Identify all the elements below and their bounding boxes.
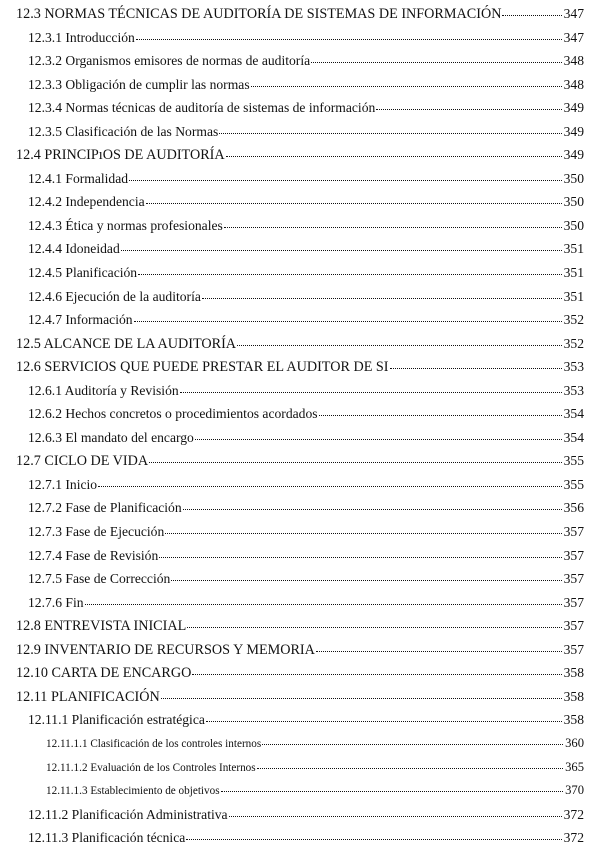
dot-leader bbox=[98, 486, 562, 487]
toc-page-number: 349 bbox=[563, 100, 584, 116]
toc-entry bbox=[16, 194, 584, 218]
dot-leader bbox=[138, 274, 562, 275]
toc-entry-title: 12.8 ENTREVISTA INICIAL bbox=[16, 618, 187, 635]
toc-entry bbox=[16, 30, 584, 54]
dot-leader bbox=[159, 557, 561, 558]
toc-entry-title: 12.3 NORMAS TÉCNICAS DE AUDITORÍA DE SISTEMAS DE INFORMACIÓN bbox=[16, 6, 502, 22]
dot-leader bbox=[502, 15, 561, 16]
dot-leader bbox=[262, 744, 563, 745]
toc-entry-title: 12.5 ALCANCE DE LA AUDITORÍA bbox=[16, 335, 237, 352]
dot-leader bbox=[316, 651, 562, 652]
toc-entry-title: 12.7 CICLO DE VIDA bbox=[16, 453, 149, 470]
toc-entry bbox=[16, 830, 584, 854]
dot-leader bbox=[202, 298, 562, 299]
toc-entry-title: 12.6.1 Auditoría y Revisión bbox=[28, 382, 179, 398]
toc-entry-title: 12.10 CARTA DE ENCARGO bbox=[16, 665, 192, 682]
toc-entry bbox=[16, 595, 584, 619]
toc-page-number: 352 bbox=[563, 312, 584, 328]
toc-entry-title: 12.4.1 Formalidad bbox=[28, 170, 129, 186]
dot-leader bbox=[206, 721, 562, 722]
toc-entry bbox=[16, 147, 584, 171]
toc-entry bbox=[16, 712, 584, 736]
toc-page-number: 348 bbox=[563, 53, 584, 69]
dot-leader bbox=[257, 768, 563, 769]
dot-leader bbox=[171, 580, 561, 581]
dot-leader bbox=[229, 816, 562, 817]
dot-leader bbox=[161, 698, 562, 699]
toc-entry bbox=[16, 265, 584, 289]
dot-leader bbox=[136, 39, 562, 40]
toc-entry bbox=[16, 453, 584, 477]
toc-page-number: 349 bbox=[563, 123, 584, 139]
toc-page-number: 356 bbox=[563, 500, 584, 516]
toc-page-number: 347 bbox=[563, 6, 584, 21]
toc-entry-title: 12.7.1 Inicio bbox=[28, 476, 98, 492]
toc-page-number: 350 bbox=[563, 194, 584, 210]
toc-page-number: 360 bbox=[565, 735, 584, 750]
toc-entry bbox=[16, 383, 584, 407]
dot-leader bbox=[195, 439, 562, 440]
toc-page-number: 357 bbox=[563, 594, 584, 610]
dot-leader bbox=[237, 345, 562, 346]
dot-leader bbox=[219, 133, 561, 134]
toc-entry bbox=[16, 6, 584, 30]
toc-entry-title: 12.9 INVENTARIO DE RECURSOS Y MEMORIA bbox=[16, 641, 315, 658]
toc-page-number: 350 bbox=[563, 170, 584, 186]
dot-leader bbox=[146, 203, 562, 204]
toc-page-number: 372 bbox=[563, 806, 584, 822]
dot-leader bbox=[180, 392, 562, 393]
toc-page-number: 354 bbox=[563, 406, 584, 422]
dot-leader bbox=[311, 62, 561, 63]
dot-leader bbox=[183, 509, 562, 510]
toc-page-number: 351 bbox=[563, 241, 584, 257]
toc-entry-title: 12.4.5 Planificación bbox=[28, 265, 138, 281]
toc-entry bbox=[16, 524, 584, 548]
toc-page-number: 357 bbox=[563, 524, 584, 540]
toc-entry bbox=[16, 218, 584, 242]
toc-entry bbox=[16, 618, 584, 642]
toc-entry bbox=[16, 289, 584, 313]
toc-entry-title: 12.6 SERVICIOS QUE PUEDE PRESTAR EL AUDITOR DE SI bbox=[16, 359, 389, 376]
toc-page-number: 353 bbox=[563, 382, 584, 398]
toc-entry bbox=[16, 807, 584, 831]
toc-entry bbox=[16, 359, 584, 383]
toc-entry bbox=[16, 124, 584, 148]
toc-page-number: 365 bbox=[565, 759, 584, 774]
toc-page-number: 351 bbox=[563, 288, 584, 304]
toc-page-number: 352 bbox=[563, 335, 584, 351]
toc-page-number: 370 bbox=[565, 783, 584, 798]
toc-entry-title: 12.3.1 Introducción bbox=[28, 29, 135, 45]
toc-entry bbox=[16, 53, 584, 77]
dot-leader bbox=[390, 368, 562, 369]
dot-leader bbox=[251, 86, 562, 87]
dot-leader bbox=[192, 674, 561, 675]
toc-page-number: 358 bbox=[563, 665, 584, 681]
toc-page-number: 357 bbox=[563, 547, 584, 563]
toc-entry bbox=[16, 689, 584, 713]
toc-entry-title: 12.4.3 Ética y normas profesionales bbox=[28, 217, 223, 233]
toc-page-number: 354 bbox=[563, 429, 584, 445]
toc-page-number: 357 bbox=[563, 571, 584, 587]
dot-leader bbox=[85, 604, 562, 605]
dot-leader bbox=[149, 462, 561, 463]
dot-leader bbox=[165, 533, 561, 534]
toc-page-number: 349 bbox=[563, 147, 584, 163]
toc-entry-title: 12.4.7 Información bbox=[28, 312, 133, 328]
toc-page-number: 358 bbox=[563, 688, 584, 704]
dot-leader bbox=[187, 627, 561, 628]
toc-entry-title: 12.11 PLANIFICACIÓN bbox=[16, 688, 160, 705]
toc-page-number: 350 bbox=[563, 217, 584, 233]
toc-entry-title: 12.7.5 Fase de Corrección bbox=[28, 571, 171, 587]
toc-entry bbox=[16, 736, 584, 760]
toc-entry bbox=[16, 406, 584, 430]
dot-leader bbox=[221, 791, 564, 792]
toc-page-number: 355 bbox=[563, 476, 584, 492]
toc-entry bbox=[16, 100, 584, 124]
toc-entry bbox=[16, 571, 584, 595]
toc-entry-title: 12.11.3 Planificación técnica bbox=[28, 830, 186, 846]
toc-entry bbox=[16, 548, 584, 572]
toc-entry bbox=[16, 77, 584, 101]
dot-leader bbox=[376, 109, 561, 110]
toc-entry-title: 12.7.6 Fin bbox=[28, 594, 84, 610]
toc-entry-title: 12.11.1.3 Establecimiento de objetivos bbox=[46, 785, 220, 798]
toc-entry-title: 12.3.5 Clasificación de las Normas bbox=[28, 123, 219, 139]
toc-page-number: 358 bbox=[563, 712, 584, 728]
toc-entry bbox=[16, 241, 584, 265]
toc-entry-title: 12.4.2 Independencia bbox=[28, 194, 145, 210]
toc-entry bbox=[16, 430, 584, 454]
toc-entry-title: 12.4.4 Idoneidad bbox=[28, 241, 120, 257]
toc-entry-title: 12.6.3 El mandato del encargo bbox=[28, 429, 194, 445]
toc-entry bbox=[16, 665, 584, 689]
toc-entry-title: 12.3.3 Obligación de cumplir las normas bbox=[28, 76, 250, 92]
toc-entry-title: 12.7.3 Fase de Ejecución bbox=[28, 524, 165, 540]
dot-leader bbox=[186, 839, 561, 840]
toc-entry-title: 12.11.1.1 Clasificación de los controles internos bbox=[46, 737, 262, 750]
dot-leader bbox=[134, 321, 562, 322]
toc-entry bbox=[16, 783, 584, 807]
toc-entry bbox=[16, 642, 584, 666]
dot-leader bbox=[224, 227, 562, 228]
toc-entry-title: 12.11.1 Planificación estratégica bbox=[28, 712, 205, 728]
toc-entry bbox=[16, 336, 584, 360]
toc-page-number: 357 bbox=[563, 641, 584, 657]
toc-entry bbox=[16, 477, 584, 501]
dot-leader bbox=[129, 180, 562, 181]
toc-page-number: 347 bbox=[563, 29, 584, 45]
toc-page-number: 351 bbox=[563, 265, 584, 281]
toc-entry-title: 12.7.4 Fase de Revisión bbox=[28, 547, 159, 563]
toc-page-number: 348 bbox=[563, 76, 584, 92]
dot-leader bbox=[226, 156, 562, 157]
toc-page-number: 372 bbox=[563, 830, 584, 846]
dot-leader bbox=[121, 250, 562, 251]
toc-entry bbox=[16, 312, 584, 336]
toc-entry-title: 12.3.4 Normas técnicas de auditoría de sistemas de información bbox=[28, 100, 376, 116]
toc-entry-title: 12.3.2 Organismos emisores de normas de auditoría bbox=[28, 53, 311, 69]
toc-entry-title: 12.7.2 Fase de Planificación bbox=[28, 500, 182, 516]
toc-page-number: 357 bbox=[563, 618, 584, 634]
toc-page-number: 353 bbox=[563, 359, 584, 375]
toc-entry-title: 12.11.1.2 Evaluación de los Controles Internos bbox=[46, 761, 256, 774]
toc-entry-title: 12.4.6 Ejecución de la auditoría bbox=[28, 288, 201, 304]
toc-entry bbox=[16, 500, 584, 524]
toc-entry bbox=[16, 760, 584, 784]
toc-entry bbox=[16, 171, 584, 195]
toc-entry-title: 12.11.2 Planificación Administrativa bbox=[28, 806, 228, 822]
dot-leader bbox=[319, 415, 562, 416]
toc-entry-title: 12.6.2 Hechos concretos o procedimientos acordados bbox=[28, 406, 318, 422]
toc-entry-title: 12.4 PRINCIPıOS DE AUDITORÍA bbox=[16, 147, 225, 164]
toc-page-number: 355 bbox=[563, 453, 584, 469]
